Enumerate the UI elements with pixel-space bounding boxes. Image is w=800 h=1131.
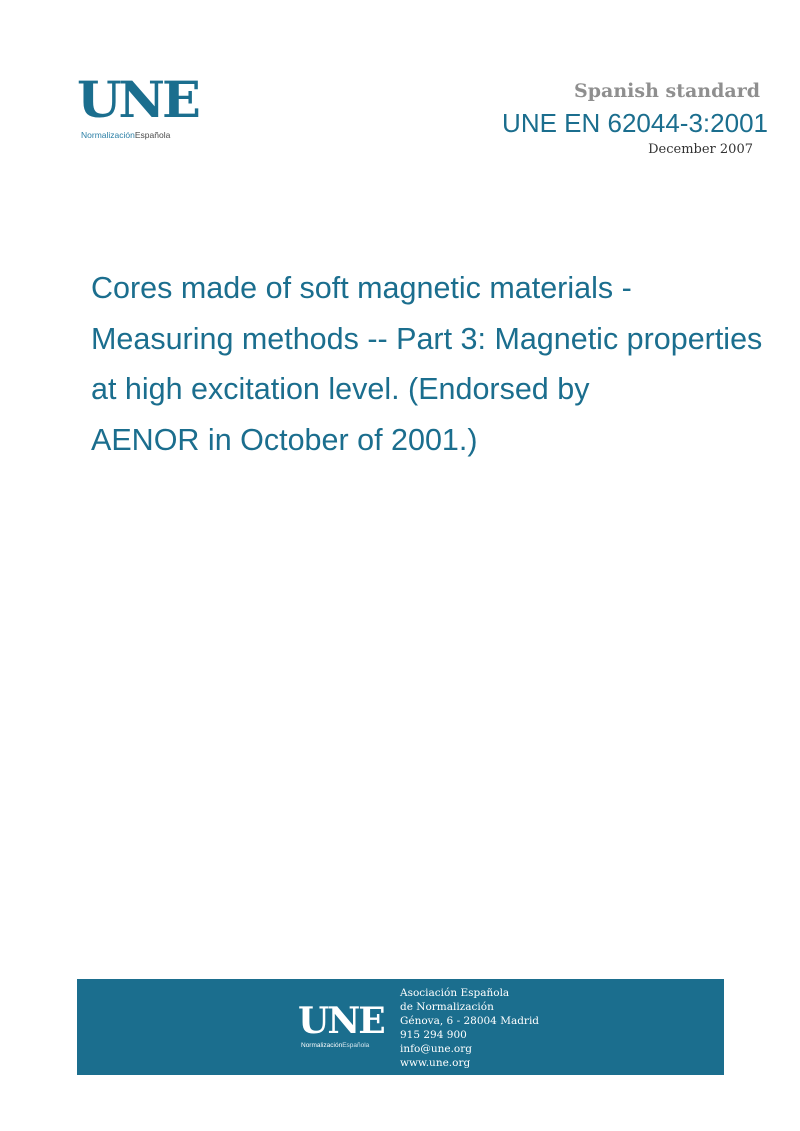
org-address: Génova, 6 - 28004 Madrid xyxy=(400,1015,540,1027)
org-email: info@une.org xyxy=(400,1043,472,1055)
title-line: AENOR in October of 2001.) xyxy=(91,422,478,457)
footer-logo-sub-normalizacion: Normalización xyxy=(301,1042,343,1049)
footer-une-logo xyxy=(298,1002,388,1052)
logo-wordmark: UNE xyxy=(77,70,198,129)
document-header xyxy=(502,78,768,160)
spanish-standard-label: Spanish standard xyxy=(574,80,760,102)
une-logo xyxy=(77,70,198,144)
footer-band xyxy=(77,979,724,1075)
standard-number: UNE EN 62044-3:2001 xyxy=(502,108,768,138)
title-line: Cores made of soft magnetic materials - xyxy=(91,271,632,305)
title-line: Measuring methods -- Part 3: Magnetic properties xyxy=(91,321,763,356)
title-line: at high excitation level. (Endorsed by xyxy=(91,372,590,406)
logo-sub-normalizacion: Normalización xyxy=(81,130,135,140)
org-name-line-2: de Normalización xyxy=(400,1001,494,1013)
footer-logo-sub-espanola: Española xyxy=(342,1042,370,1049)
logo-sub-espanola: Española xyxy=(134,130,171,140)
org-phone: 915 294 900 xyxy=(400,1029,467,1041)
footer-contact-info xyxy=(400,986,539,1070)
footer-logo-subtitle xyxy=(301,1042,369,1050)
publication-date: December 2007 xyxy=(648,142,753,157)
logo-subtitle xyxy=(81,130,170,140)
footer-logo-wordmark: UNE xyxy=(298,1000,384,1042)
org-website: www.une.org xyxy=(400,1057,471,1069)
document-title xyxy=(91,263,796,465)
org-name-line-1: Asociación Española xyxy=(400,987,510,999)
